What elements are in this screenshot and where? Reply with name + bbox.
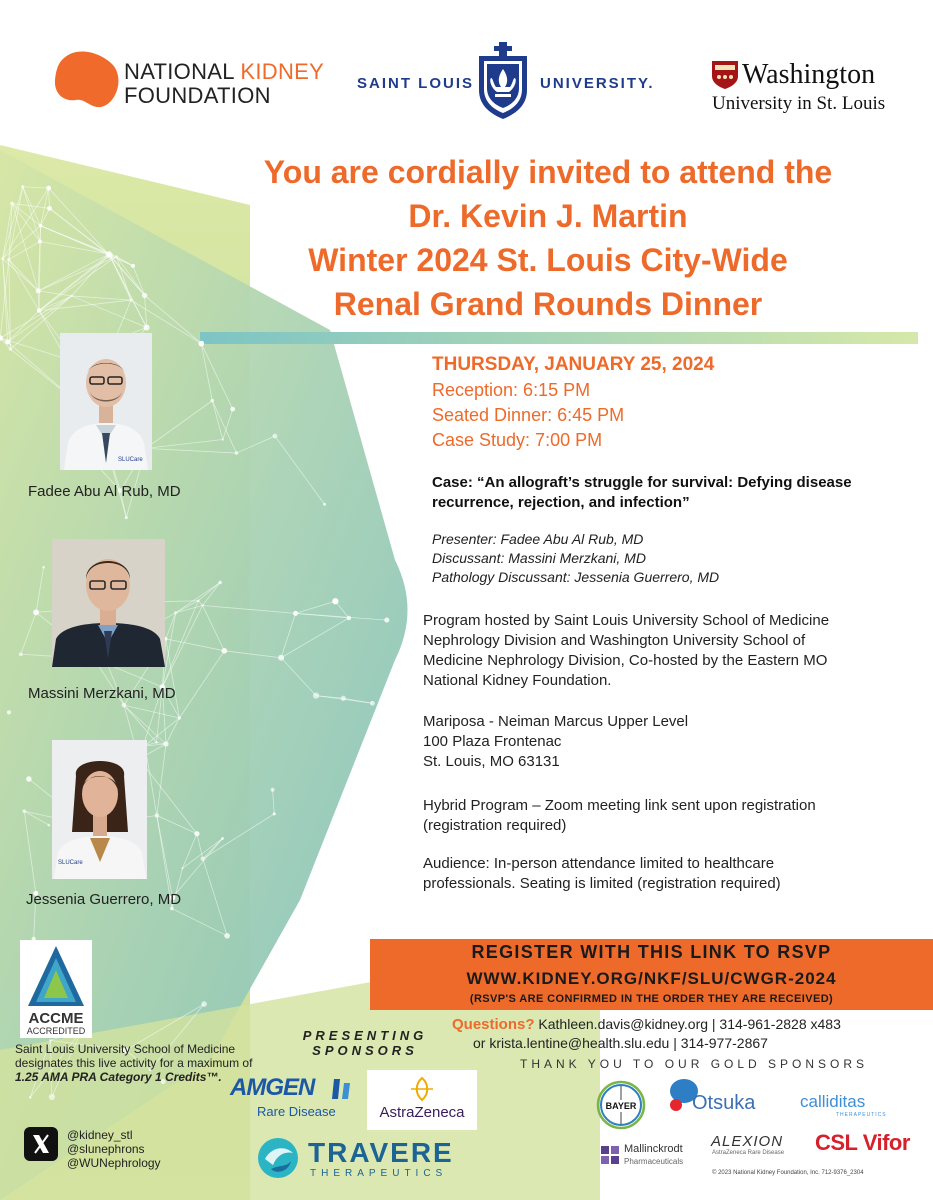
network-dot — [272, 434, 277, 439]
network-dot — [106, 251, 112, 257]
network-dot — [7, 710, 11, 714]
gold-sponsors-heading: THANK YOU TO OUR GOLD SPONSORS — [520, 1057, 869, 1071]
questions-contact-2[interactable]: or krista.lentine@health.slu.edu | 314-977-2867 — [473, 1035, 768, 1051]
title-line-2: Dr. Kevin J. Martin — [408, 198, 688, 234]
case-study-time: Case Study: 7:00 PM — [432, 430, 603, 450]
program-line-3: Medicine Nephrology Division, Co-hosted by the Eastern MO — [423, 652, 828, 669]
network-dot — [293, 611, 298, 616]
venue-line-3: St. Louis, MO 63131 — [423, 753, 560, 770]
audience-info — [423, 854, 913, 894]
alexion-sub: AstraZeneca Rare Disease — [712, 1150, 785, 1156]
copyright: © 2023 National Kidney Foundation, Inc. 712-9376_2304 — [712, 1170, 864, 1176]
network-dot — [221, 837, 224, 840]
network-dot — [341, 696, 346, 701]
social-handle-1[interactable]: @kidney_stl — [67, 1128, 133, 1142]
network-dot — [36, 288, 41, 293]
audience-line-1: Audience: In-person attendance limited to healthcare — [423, 855, 775, 872]
network-dot — [115, 255, 117, 257]
network-dot — [384, 618, 389, 623]
nkf-foundation: FOUNDATION — [124, 83, 271, 108]
network-dot — [122, 703, 127, 708]
mallinckrodt-sub: Pharmaceuticals — [624, 1157, 684, 1166]
hybrid-line-1: Hybrid Program – Zoom meeting link sent upon registration — [423, 797, 816, 814]
network-dot — [222, 438, 224, 440]
network-dot — [163, 741, 168, 746]
slu-shield-icon — [475, 42, 531, 120]
accme-trademark: ™. — [206, 1070, 222, 1084]
questions-line-1 — [452, 1016, 841, 1033]
network-dot — [7, 258, 10, 261]
event-date: THURSDAY, JANUARY 25, 2024 — [432, 354, 715, 375]
network-dot — [181, 867, 183, 869]
travere-mark-icon — [255, 1135, 301, 1181]
register-link[interactable]: WWW.KIDNEY.ORG/NKF/SLU/CWGR-2024 — [466, 969, 837, 988]
venue-line-2: 100 Plaza Frontenac — [423, 733, 562, 750]
network-dot — [19, 652, 23, 656]
network-dot — [21, 185, 24, 188]
social-handle-3[interactable]: @WUNephrology — [67, 1156, 161, 1170]
network-dot — [1, 257, 4, 260]
speaker-photo-massini — [52, 539, 165, 667]
travere-logo: TRAVERE — [308, 1137, 454, 1168]
network-dot — [39, 224, 43, 228]
presenting-sponsors-heading — [290, 1028, 440, 1058]
cslvifor-logo: CSL Vifor — [815, 1130, 910, 1155]
invitation-title — [178, 150, 918, 326]
accme-line1: ACCME — [28, 1010, 84, 1027]
travere-sub: THERAPEUTICS — [310, 1168, 448, 1179]
network-dot — [46, 186, 51, 191]
network-dot — [48, 824, 51, 827]
network-dot — [221, 648, 227, 654]
network-dot — [198, 341, 204, 347]
program-line-2: Nephrology Division and Washington University School of — [423, 632, 806, 649]
network-dot — [370, 701, 375, 706]
questions-label: Questions? — [452, 1016, 535, 1033]
network-dot — [155, 741, 158, 744]
speaker-name-jessenia: Jessenia Guerrero, MD — [26, 891, 182, 908]
network-dot — [29, 1096, 31, 1098]
network-line — [40, 226, 41, 242]
venue-line-1: Mariposa - Neiman Marcus Upper Level — [423, 713, 689, 730]
network-dot — [197, 600, 199, 602]
wu-name-line1: Washington — [742, 59, 876, 90]
network-dot — [71, 295, 73, 297]
network-dot — [210, 399, 214, 403]
accme-logo — [20, 940, 92, 1038]
network-dot — [218, 581, 221, 584]
speaker-photo-fadee — [60, 333, 152, 470]
title-line-4: Renal Grand Rounds Dinner — [333, 286, 763, 322]
otsuka-logo: Otsuka — [692, 1092, 756, 1114]
network-dot — [144, 324, 150, 330]
register-note: (RSVP'S ARE CONFIRMED IN THE ORDER THEY ARE RECEIVED) — [469, 993, 834, 1005]
slucare-badge-3: SLUCare — [58, 860, 83, 866]
register-heading: REGISTER WITH THIS LINK TO RSVP — [471, 942, 832, 962]
network-dot — [271, 788, 275, 792]
network-dot — [235, 451, 239, 455]
network-dot — [201, 1001, 207, 1007]
network-dot — [142, 293, 148, 299]
network-dot — [47, 206, 52, 211]
slu-name-right: UNIVERSITY. — [540, 75, 655, 92]
discussant-line: Discussant: Massini Merzkani, MD — [432, 550, 646, 566]
network-dot — [26, 776, 32, 782]
mallinckrodt-logo: Mallinckrodt — [624, 1143, 683, 1155]
dinner-time: Seated Dinner: 6:45 PM — [432, 405, 625, 425]
accme-text-a: Saint Louis University School of Medicine designates this live activity for a maximum of — [15, 1042, 253, 1070]
network-dot — [33, 609, 39, 615]
case-roles — [432, 530, 912, 587]
case-title-line-2: recurrence, rejection, and infection” — [432, 494, 690, 511]
hybrid-program — [423, 796, 913, 836]
slucare-badge-1: SLUCare — [118, 457, 143, 463]
network-dot — [224, 933, 230, 939]
network-dot — [155, 813, 159, 817]
network-dot — [194, 831, 199, 836]
venue-address — [423, 712, 913, 772]
network-dot — [323, 503, 326, 506]
program-line-1: Program hosted by Saint Louis University School of Medicine — [423, 612, 830, 629]
network-dot — [201, 856, 206, 861]
alexion-logo: ALEXION — [711, 1133, 784, 1150]
accme-credits: 1.25 AMA PRA Category 1 Credits — [15, 1070, 207, 1084]
event-schedule — [432, 352, 912, 453]
astrazeneca-logo-box — [367, 1070, 477, 1130]
presenting-line-2: SPONSORS — [312, 1043, 418, 1058]
questions-contact-1[interactable]: Kathleen.davis@kidney.org | 314-961-2828 x483 — [538, 1016, 841, 1032]
mallinckrodt-mark-icon — [600, 1145, 620, 1165]
network-dot — [313, 692, 319, 698]
network-dot — [131, 264, 135, 268]
network-dot — [178, 716, 181, 719]
network-dot — [42, 566, 44, 568]
network-dot — [273, 812, 276, 815]
title-line-3: Winter 2024 St. Louis City-Wide — [308, 242, 788, 278]
nkf-national: NATIONAL — [124, 59, 241, 84]
network-dot — [37, 308, 42, 313]
divider-line — [200, 332, 918, 344]
reception-time: Reception: 6:15 PM — [432, 380, 591, 400]
wu-shield-icon — [711, 60, 739, 90]
nkf-kidney-logo-icon — [52, 50, 122, 112]
audience-line-2: professionals. Seating is limited (registration required) — [423, 875, 781, 892]
amgen-mark-icon — [330, 1077, 352, 1101]
x-social-icon[interactable] — [24, 1127, 58, 1161]
network-dot — [201, 604, 203, 606]
case-title-line-1: Case: “An allograft’s struggle for survival: Defying disease — [432, 474, 852, 491]
speaker-name-massini: Massini Merzkani, MD — [28, 685, 176, 702]
network-dot — [125, 516, 128, 519]
bayer-logo — [596, 1080, 646, 1130]
presenter-line: Presenter: Fadee Abu Al Rub, MD — [432, 531, 644, 547]
astrazeneca-text: AstraZeneca — [379, 1104, 465, 1121]
network-dot — [174, 611, 177, 614]
network-dot — [332, 598, 338, 604]
amgen-logo: AMGEN — [230, 1074, 315, 1101]
network-dot — [22, 809, 26, 813]
social-handle-2[interactable]: @slunephrons — [67, 1142, 145, 1156]
network-dot — [230, 407, 235, 412]
wu-name-line2: University in St. Louis — [712, 93, 886, 114]
network-dot — [347, 616, 351, 620]
bayer-text: BAYER — [605, 1101, 637, 1111]
nkf-kidney: KIDNEY — [240, 59, 325, 84]
network-dot — [49, 1094, 55, 1100]
program-line-4: National Kidney Foundation. — [423, 672, 612, 689]
speaker-name-fadee: Fadee Abu Al Rub, MD — [28, 483, 181, 500]
network-dot — [9, 347, 12, 350]
network-dot — [38, 240, 42, 244]
network-dot — [278, 655, 284, 661]
accme-line2: ACCREDITED — [26, 1026, 86, 1036]
hybrid-line-2: (registration required) — [423, 817, 567, 834]
network-dot — [5, 339, 10, 344]
social-handles — [67, 1128, 161, 1170]
network-dot — [10, 202, 14, 206]
amgen-sub: Rare Disease — [257, 1104, 336, 1119]
slu-name-left: SAINT LOUIS — [357, 75, 475, 92]
nkf-wordmark — [124, 60, 324, 108]
title-line-1: You are cordially invited to attend the — [263, 154, 833, 190]
calliditas-sub: THERAPEUTICS — [836, 1112, 887, 1118]
speaker-photo-jessenia — [52, 740, 147, 879]
presenting-line-1: PRESENTING — [302, 1028, 428, 1043]
pathology-discussant-line: Pathology Discussant: Jessenia Guerrero, MD — [432, 569, 720, 585]
network-dot — [129, 298, 132, 301]
case-title — [432, 473, 912, 513]
program-hosts — [423, 611, 913, 691]
calliditas-logo: calliditas — [800, 1092, 866, 1111]
